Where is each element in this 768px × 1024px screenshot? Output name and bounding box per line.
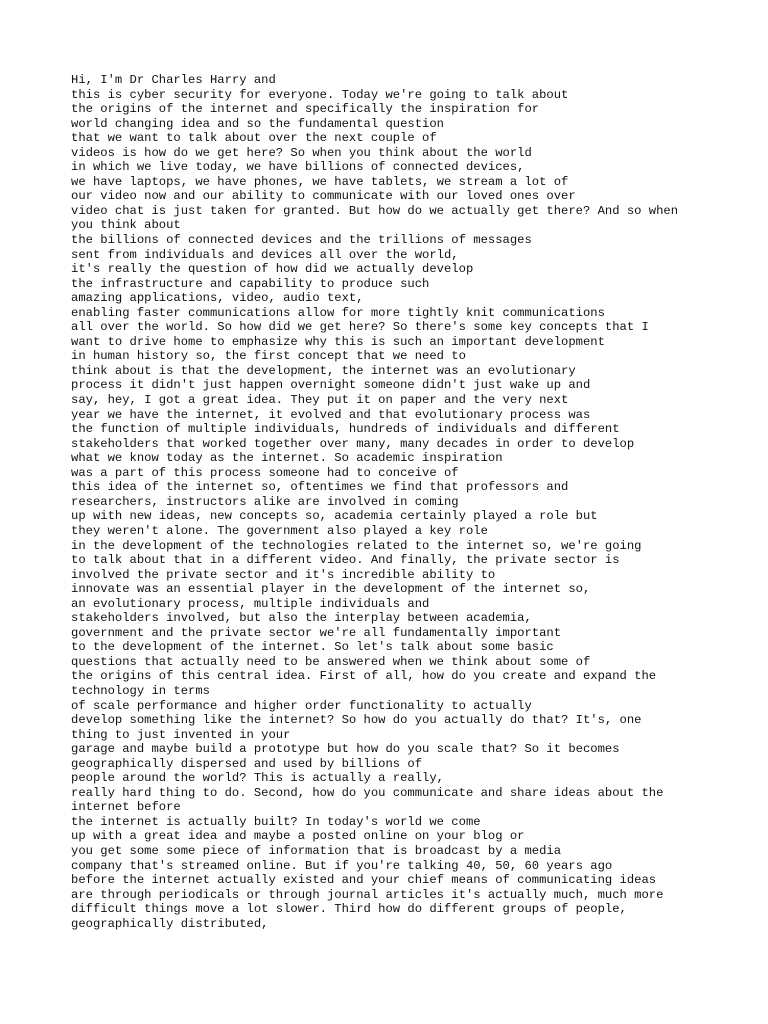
text-line: this idea of the internet so, oftentimes we find that professors and: [71, 480, 569, 495]
text-line: up with new ideas, new concepts so, academia certainly played a role but: [71, 509, 598, 524]
text-line: an evolutionary process, multiple individuals and: [71, 596, 430, 611]
text-line: company that's streamed online. But if you're talking 40, 50, 60 years ago: [71, 858, 613, 873]
text-line: questions that actually need to be answered when we think about some of: [71, 654, 591, 669]
transcript-text: [71, 73, 761, 931]
text-line: our video now and our ability to communicate with our loved ones over: [71, 189, 576, 204]
text-line: you think about: [71, 218, 181, 233]
text-line: geographically dispersed and used by billions of: [71, 756, 423, 771]
text-line: process it didn't just happen overnight someone didn't just wake up and: [71, 378, 591, 393]
text-line: the billions of connected devices and the trillions of messages: [71, 233, 532, 248]
text-line: in the development of the technologies related to the internet so, we're going: [71, 538, 642, 553]
text-line: in human history so, the first concept that we need to: [71, 349, 466, 364]
text-line: of scale performance and higher order functionality to actually: [71, 698, 532, 713]
text-line: sent from individuals and devices all over the world,: [71, 247, 459, 262]
text-line: to talk about that in a different video. And finally, the private sector is: [71, 553, 620, 568]
text-line: was a part of this process someone had to conceive of: [71, 465, 459, 480]
text-line: year we have the internet, it evolved and that evolutionary process was: [71, 407, 591, 422]
text-line: they weren't alone. The government also played a key role: [71, 523, 488, 538]
text-line: want to drive home to emphasize why this is such an important development: [71, 334, 605, 349]
text-line: really hard thing to do. Second, how do you communicate and share ideas about the: [71, 785, 664, 800]
text-line: videos is how do we get here? So when you think about the world: [71, 145, 532, 160]
text-line: up with a great idea and maybe a posted online on your blog or: [71, 829, 525, 844]
text-line: the function of multiple individuals, hundreds of individuals and different: [71, 422, 620, 437]
text-line: innovate was an essential player in the development of the internet so,: [71, 582, 591, 597]
text-line: develop something like the internet? So how do you actually do that? It's, one: [71, 713, 642, 728]
text-line: video chat is just taken for granted. But how do we actually get there? And so when: [71, 203, 679, 218]
text-line: involved the private sector and it's incredible ability to: [71, 567, 496, 582]
text-line: internet before: [71, 800, 181, 815]
text-line: what we know today as the internet. So academic inspiration: [71, 451, 503, 466]
text-line: are through periodicals or through journal articles it's actually much, much more: [71, 887, 664, 902]
text-line: stakeholders involved, but also the interplay between academia,: [71, 611, 532, 626]
text-line: think about is that the development, the internet was an evolutionary: [71, 363, 576, 378]
text-line: you get some some piece of information that is broadcast by a media: [71, 843, 562, 858]
text-line: we have laptops, we have phones, we have tablets, we stream a lot of: [71, 174, 569, 189]
text-line: enabling faster communications allow for more tightly knit communications: [71, 305, 605, 320]
text-line: geographically distributed,: [71, 916, 269, 931]
text-line: in which we live today, we have billions of connected devices,: [71, 160, 525, 175]
text-line: garage and maybe build a prototype but how do you scale that? So it becomes: [71, 742, 620, 757]
text-line: all over the world. So how did we get here? So there's some key concepts that I: [71, 320, 649, 335]
text-line: the infrastructure and capability to produce such: [71, 276, 430, 291]
text-line: people around the world? This is actually a really,: [71, 771, 444, 786]
text-line: technology in terms: [71, 683, 210, 698]
text-line: it's really the question of how did we actually develop: [71, 262, 474, 277]
text-line: thing to just invented in your: [71, 727, 291, 742]
text-line: world changing idea and so the fundamental question: [71, 116, 444, 131]
text-line: that we want to talk about over the next couple of: [71, 131, 437, 146]
text-line: the internet is actually built? In today's world we come: [71, 814, 481, 829]
text-line: amazing applications, video, audio text,: [71, 291, 364, 306]
text-line: difficult things move a lot slower. Third how do different groups of people,: [71, 902, 627, 917]
text-line: the origins of this central idea. First of all, how do you create and expand the: [71, 669, 657, 684]
text-line: before the internet actually existed and your chief means of communicating ideas: [71, 873, 657, 888]
text-line: researchers, instructors alike are involved in coming: [71, 494, 459, 509]
text-line: Hi, I'm Dr Charles Harry and: [71, 73, 276, 87]
text-line: to the development of the internet. So let's talk about some basic: [71, 640, 554, 655]
text-line: this is cyber security for everyone. Today we're going to talk about: [71, 87, 569, 102]
text-line: say, hey, I got a great idea. They put it on paper and the very next: [71, 393, 569, 408]
text-line: the origins of the internet and specifically the inspiration for: [71, 102, 540, 117]
text-line: stakeholders that worked together over many, many decades in order to develop: [71, 436, 635, 451]
text-line: government and the private sector we're all fundamentally important: [71, 625, 562, 640]
